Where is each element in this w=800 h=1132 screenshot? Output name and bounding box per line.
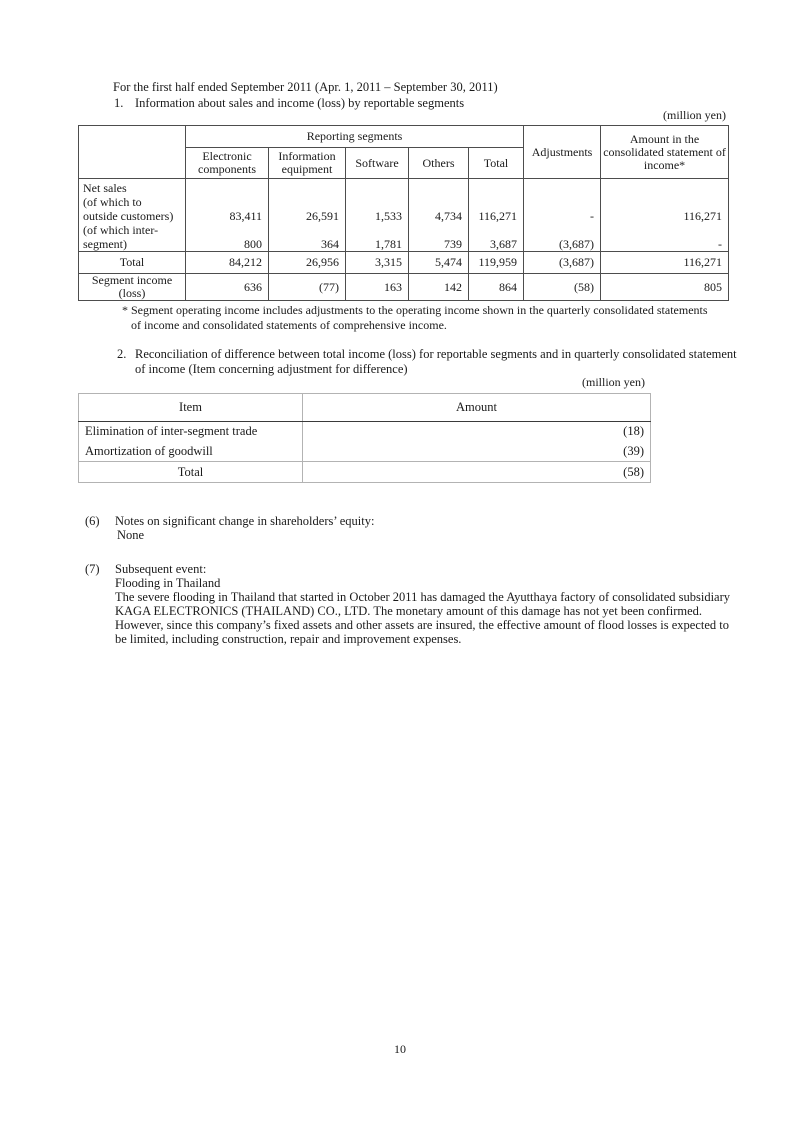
- note-7: [85, 562, 730, 646]
- total-value: (3,687): [524, 252, 601, 274]
- net-sales-cell: [346, 179, 409, 252]
- list-item-1-number: 1.: [114, 96, 124, 110]
- segment-income-value: 805: [601, 274, 729, 301]
- segment-income-row: [79, 274, 729, 301]
- segment-table-col-others: Others: [409, 148, 469, 179]
- net-sales-inter-value: 3,687: [490, 237, 518, 251]
- list-item-2: [117, 347, 737, 377]
- segment-table-col-electronic-components: Electronic components: [186, 148, 269, 179]
- segment-table-group-header: Reporting segments: [186, 126, 524, 148]
- list-item-2-line: Reconciliation of difference between total income (loss) for reportable segments and in quarterly consolidated statement: [135, 347, 737, 361]
- note-6-content: [115, 514, 374, 542]
- net-sales-inter-value: 364: [321, 237, 339, 251]
- net-sales-outside-value: 116,271: [478, 209, 518, 223]
- net-sales-label-line: (of which to: [83, 195, 142, 209]
- net-sales-outside-value: 26,591: [306, 209, 339, 223]
- segment-table-footnote: [122, 303, 708, 332]
- total-value: 84,212: [186, 252, 269, 274]
- note-7-subtitle: Flooding in Thailand: [115, 576, 221, 590]
- net-sales-outside-value: 4,734: [435, 209, 462, 223]
- net-sales-outside-value: -: [590, 209, 595, 223]
- net-sales-outside-value: 83,411: [229, 209, 262, 223]
- reconciliation-row: [79, 442, 651, 462]
- total-value: 119,959: [469, 252, 524, 274]
- reconciliation-total-row: [79, 462, 651, 483]
- reconciliation-total-amount: (58): [303, 462, 651, 483]
- net-sales-cell: [469, 179, 524, 252]
- reconciliation-header-item: Item: [79, 394, 303, 422]
- note-7-number: (7): [85, 562, 100, 576]
- segment-income-label-line: Segment income: [91, 273, 173, 287]
- segment-income-label-line: (loss): [118, 286, 146, 300]
- note-7-content: [115, 562, 730, 646]
- segment-income-row-label: [79, 274, 186, 301]
- segment-income-value: (77): [269, 274, 346, 301]
- net-sales-cell: [409, 179, 469, 252]
- list-item-2-number: 2.: [117, 347, 127, 361]
- total-value: 116,271: [601, 252, 729, 274]
- list-item-1-text: Information about sales and income (loss) by reportable segments: [135, 96, 465, 110]
- net-sales-inter-value: 800: [244, 237, 262, 251]
- net-sales-label-line: outside customers): [83, 209, 174, 223]
- note-6-title: Notes on significant change in shareholders’ equity:: [115, 514, 375, 528]
- net-sales-cell: [524, 179, 601, 252]
- reconciliation-amount: (39): [303, 442, 651, 462]
- net-sales-label-line: (of which inter-: [83, 223, 159, 237]
- net-sales-row-label: [79, 179, 186, 252]
- total-value: 5,474: [409, 252, 469, 274]
- intro-line: For the first half ended September 2011 (Apr. 1, 2011 – September 30, 2011): [113, 80, 498, 94]
- net-sales-outside-value: 1,533: [375, 209, 402, 223]
- segment-table-col-total: Total: [469, 148, 524, 179]
- reconciliation-item: Elimination of inter-segment trade: [79, 422, 303, 442]
- note-6-number: (6): [85, 514, 100, 528]
- list-item-1: [114, 96, 464, 111]
- reconciliation-row: [79, 422, 651, 442]
- net-sales-label-line: Net sales: [83, 181, 127, 195]
- net-sales-cell: [601, 179, 729, 252]
- reconciliation-item: Amortization of goodwill: [79, 442, 303, 462]
- segment-income-value: 163: [346, 274, 409, 301]
- note-6-body: None: [117, 528, 145, 542]
- segment-table-corner-cell: [79, 126, 186, 179]
- unit-note-million-yen-2: (million yen): [582, 375, 645, 389]
- segment-income-value: 636: [186, 274, 269, 301]
- note-7-body-line: However, since this company’s fixed assets and other assets are insured, the effective amount of flood losses is expected to: [115, 618, 730, 632]
- list-item-2-text: [135, 347, 737, 377]
- segment-table-col-information-equipment: Information equipment: [269, 148, 346, 179]
- reconciliation-header-amount: Amount: [303, 394, 651, 422]
- net-sales-inter-value: (3,687): [559, 237, 595, 251]
- segment-table-col-software: Software: [346, 148, 409, 179]
- reconciliation-total-label: Total: [79, 462, 303, 483]
- reconciliation-table: [78, 393, 651, 483]
- net-sales-row: [79, 179, 729, 252]
- segment-income-value: (58): [524, 274, 601, 301]
- unit-note-million-yen-1: (million yen): [663, 108, 726, 122]
- note-7-body-line: KAGA ELECTRONICS (THAILAND) CO., LTD. The monetary amount of this damage has not yet been confirmed.: [115, 604, 703, 618]
- page-number: 10: [394, 1042, 406, 1056]
- footnote-line: * Segment operating income includes adjustments to the operating income shown in the quarterly consolidated statements: [122, 303, 708, 317]
- net-sales-cell: [269, 179, 346, 252]
- reconciliation-amount: (18): [303, 422, 651, 442]
- note-7-title: Subsequent event:: [115, 562, 207, 576]
- total-value: 3,315: [346, 252, 409, 274]
- footnote-line: of income and consolidated statements of comprehensive income.: [131, 317, 447, 332]
- segment-table: [78, 125, 729, 301]
- net-sales-inter-value: 1,781: [375, 237, 402, 251]
- list-item-2-line: of income (Item concerning adjustment for difference): [135, 362, 408, 376]
- total-row: [79, 252, 729, 274]
- net-sales-label-line: segment): [83, 237, 127, 251]
- segment-table-adjustments-header: Adjustments: [524, 126, 601, 179]
- note-7-body-line: The severe flooding in Thailand that started in October 2011 has damaged the Ayutthaya factory of consolidated subsidiary: [115, 590, 730, 604]
- net-sales-outside-value: 116,271: [683, 209, 723, 223]
- note-7-body-line: be limited, including construction, repair and improvement expenses.: [115, 632, 462, 646]
- segment-table-amount-header: Amount in the consolidated statement of income*: [601, 126, 729, 179]
- segment-income-value: 864: [469, 274, 524, 301]
- total-value: 26,956: [269, 252, 346, 274]
- total-row-label: Total: [79, 252, 186, 274]
- net-sales-inter-value: -: [718, 237, 723, 251]
- net-sales-inter-value: 739: [444, 237, 462, 251]
- net-sales-cell: [186, 179, 269, 252]
- segment-income-value: 142: [409, 274, 469, 301]
- note-6: [85, 514, 374, 542]
